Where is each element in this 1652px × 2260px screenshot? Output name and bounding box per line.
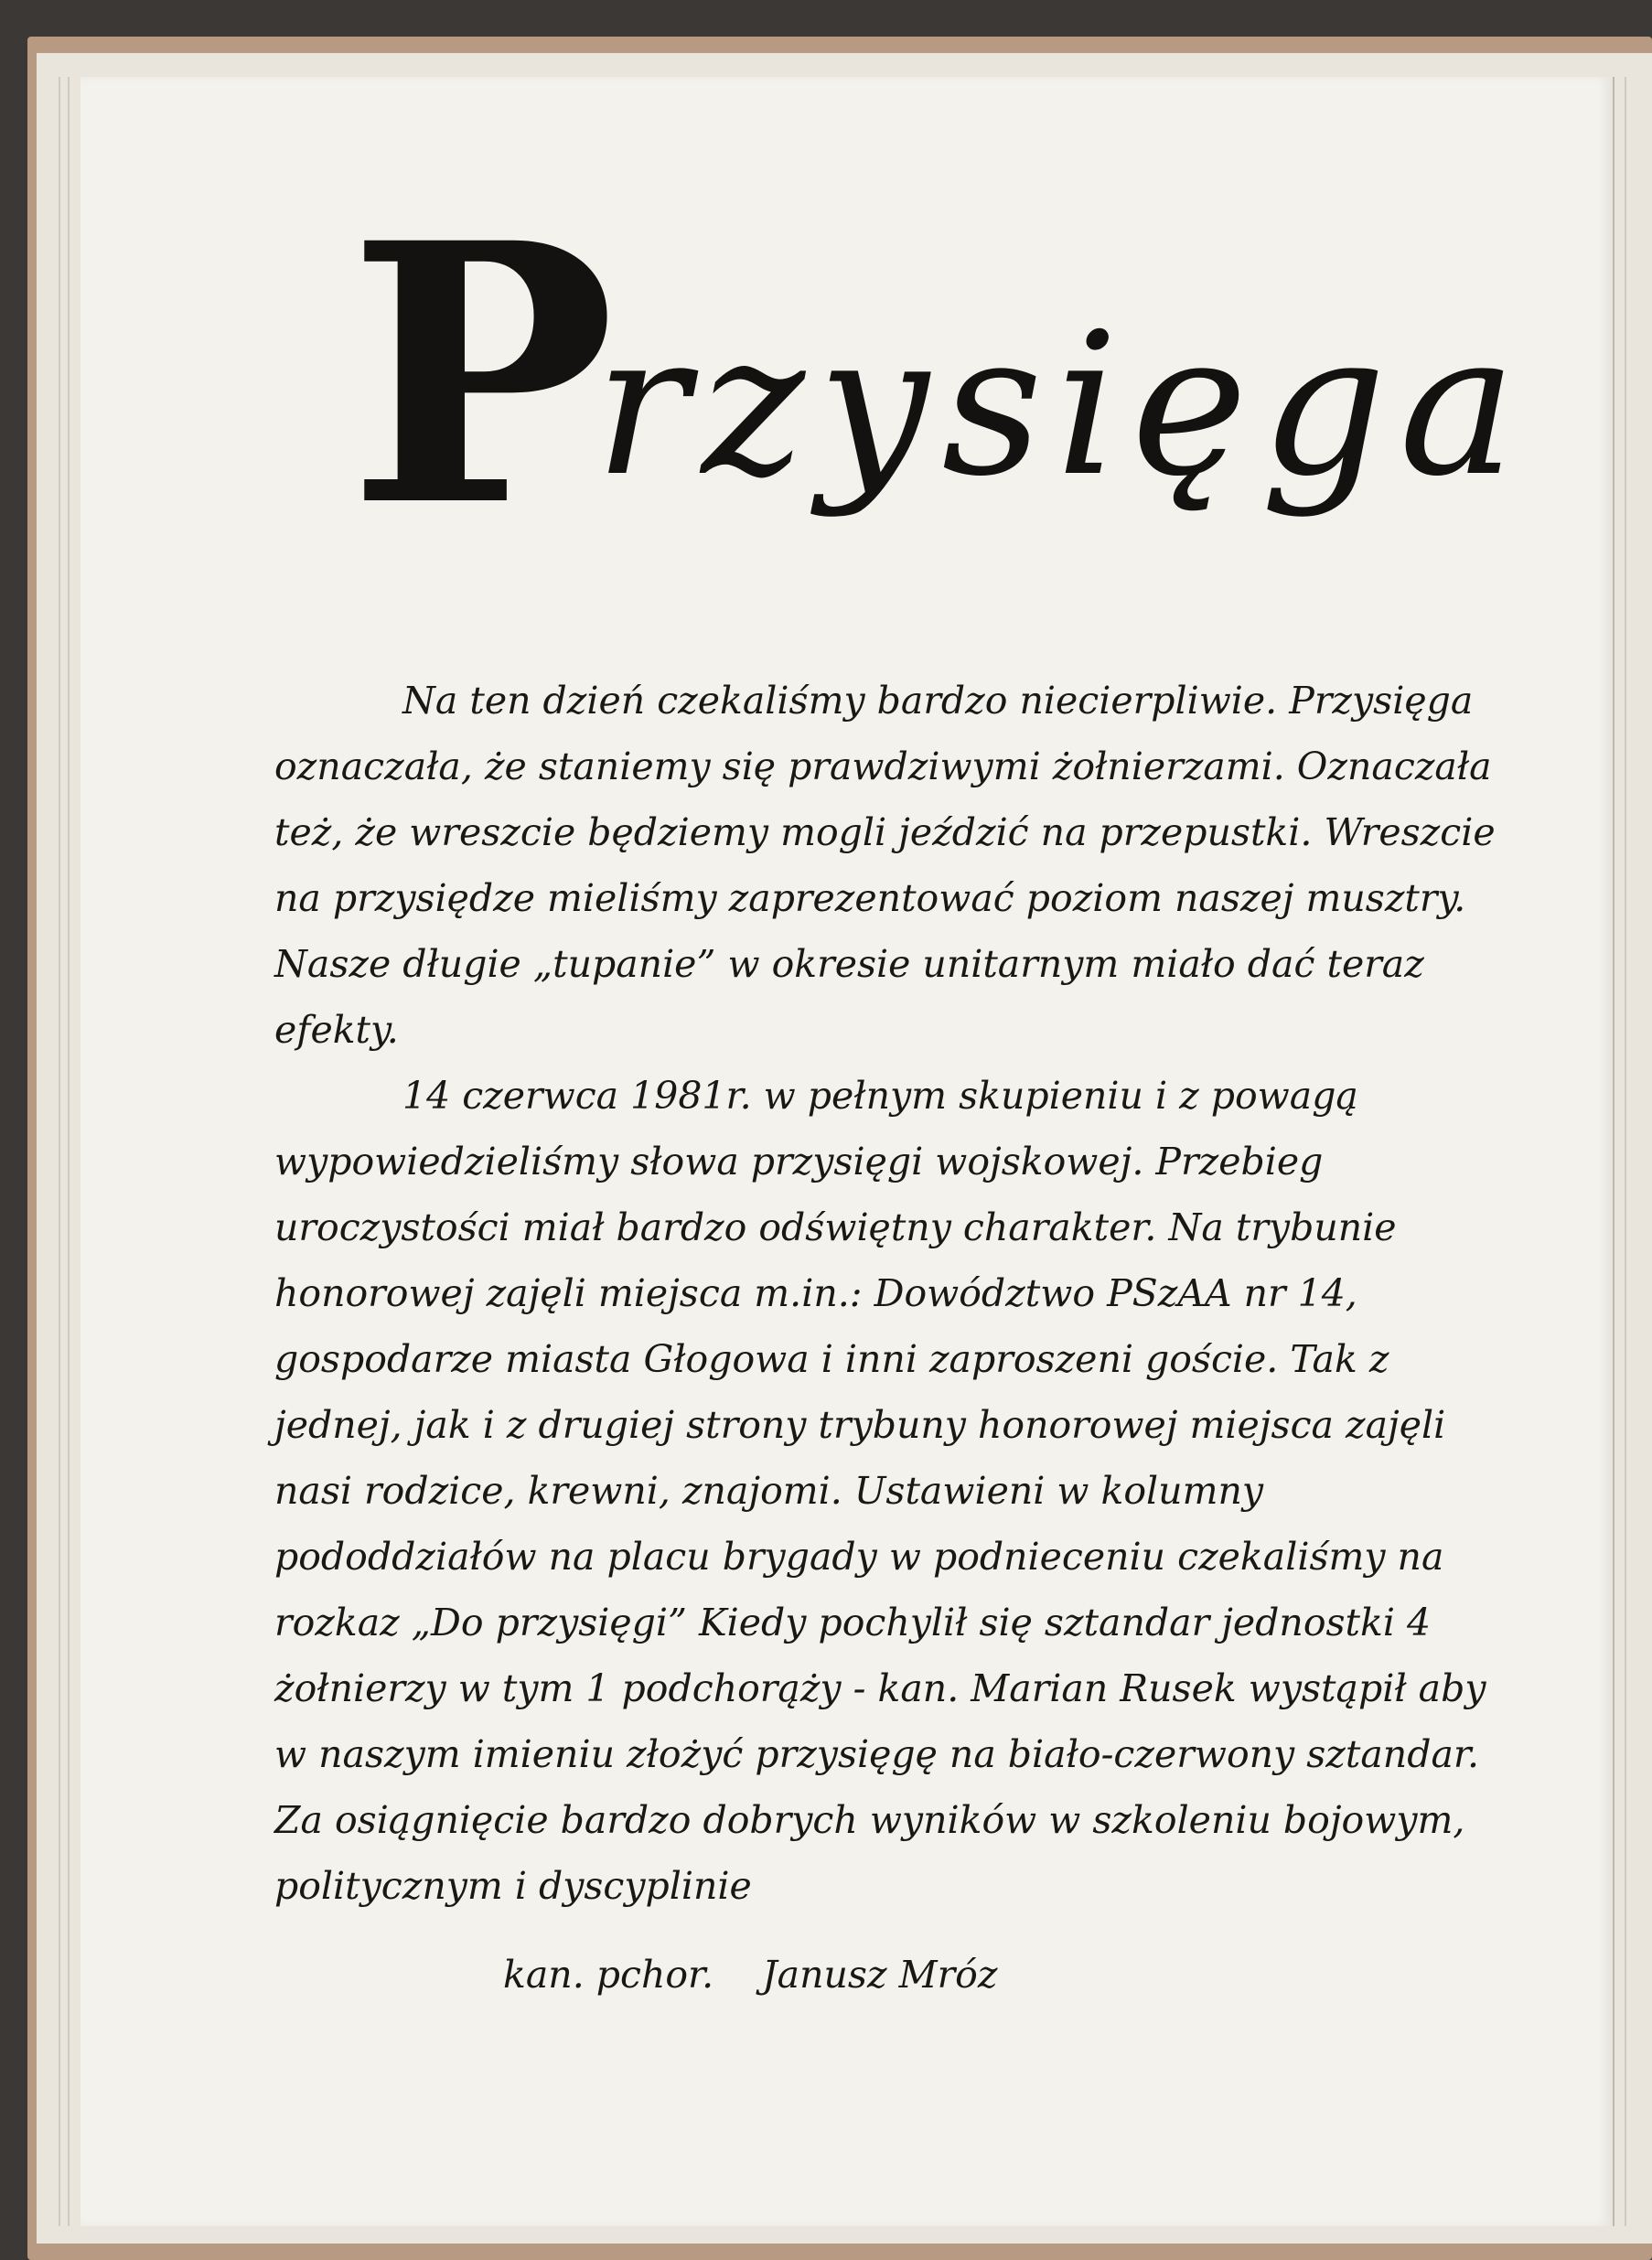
title-initial-letter: P: [348, 166, 617, 584]
page-title: [348, 166, 1537, 627]
page-edge: [59, 77, 60, 2226]
title-remaining-letters: rzysięga: [595, 290, 1529, 519]
page-edge: [68, 77, 70, 2226]
paragraph-1: Na ten dzień czekaliśmy bardzo niecierpliwie. Przysięga oznaczała, że staniemy się prawdziwymi żołnierzami. Oznaczała też, że wreszcie będziemy mogli jeździć na przepustki. Wreszcie na przysiędze mieliśmy zaprezentować poziom naszej musztry. Nasze długie „tupanie” w okresie unitarnym miało dać teraz efekty.: [274, 679, 1496, 1052]
signature-rank: kan. pchor.: [503, 1953, 714, 1997]
signature: [503, 1953, 997, 1997]
page-edge: [1625, 77, 1626, 2226]
paragraph-2: 14 czerwca 1981r. w pełnym skupieniu i z powagą wypowiedzieliśmy słowa przysięgi wojskowej. Przebieg uroczystości miał bardzo odświętny charakter. Na trybunie honorowej zajęli miejsca m.in.: Dowództwo PSzAA nr 14, gospodarze miasta Głogowa i inni zaproszeni goście. Tak z jednej, jak i z drugiej strony trybuny honorowej miejsca zajęli nasi rodzice, krewni, znajomi. Ustawieni w kolumny pododdziałów na placu brygady w podnieceniu czekaliśmy na rozkaz „Do przysięgi” Kiedy pochylił się sztandar jednostki 4 żołnierzy w tym 1 podchorąży - kan. Marian Rusek wystąpił aby w naszym imieniu złożyć przysięgę na biało-czerwony sztandar. Za osiągnięcie bardzo dobrych wyników w szkoleniu bojowym, politycznym i dyscyplinie: [274, 1074, 1486, 1908]
handwritten-body: [274, 668, 1518, 1919]
signature-name: Janusz Mróz: [762, 1953, 998, 1997]
page-edge: [1613, 77, 1614, 2226]
